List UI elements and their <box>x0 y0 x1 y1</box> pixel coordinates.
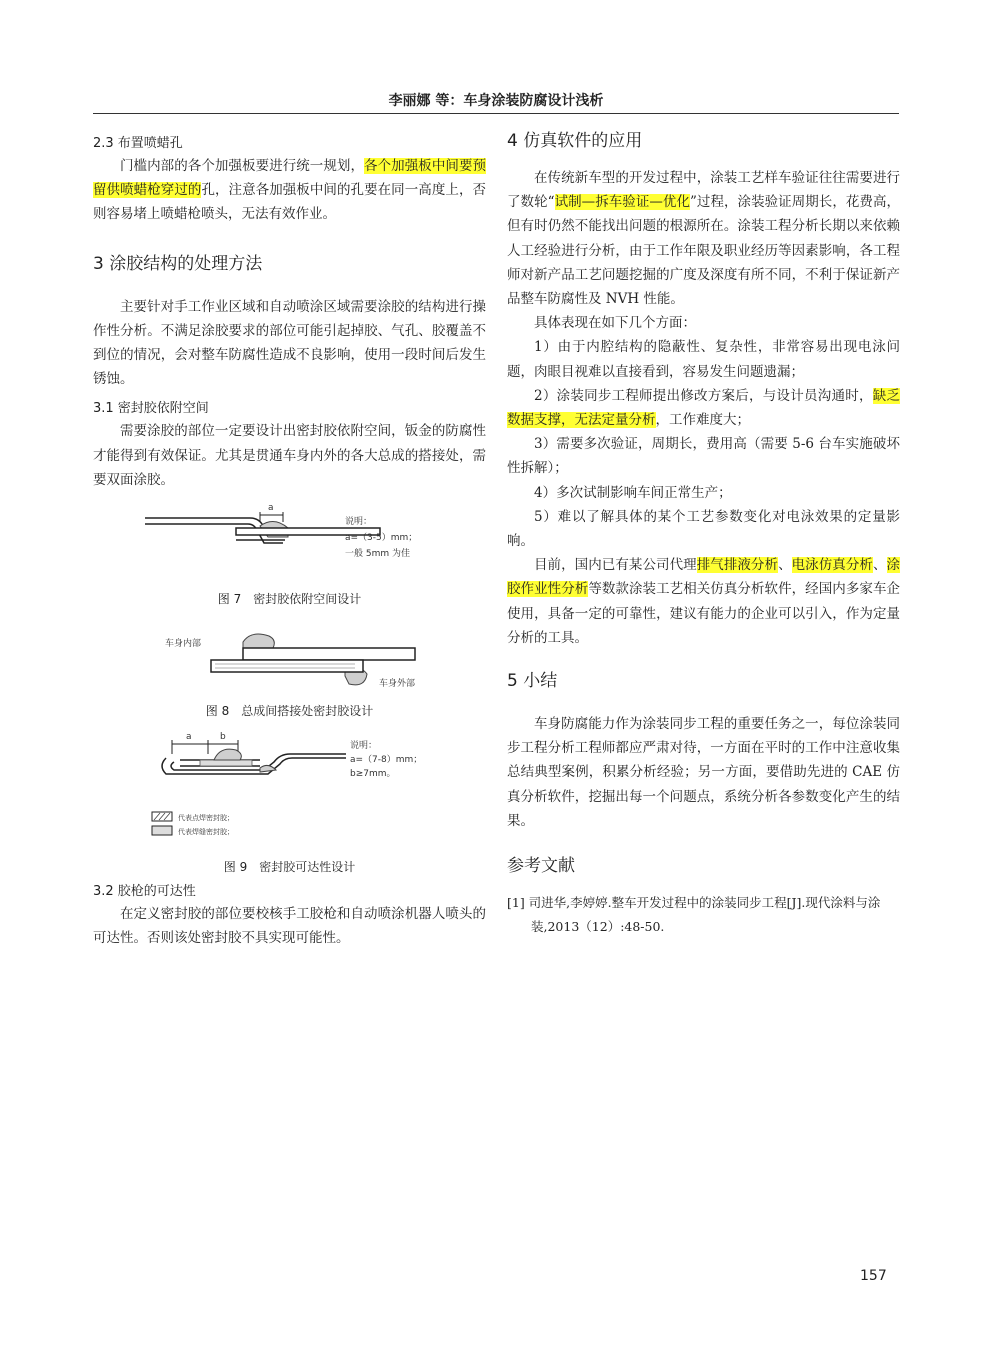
section-3-1-paragraph: 需要涂胶的部位一定要设计出密封胶依附空间，钣金的防腐性才能得到有效保证。尤其是贯通车身内外的各大总成的搭接处，需要双面涂胶。 <box>93 423 486 488</box>
figure-7-caption: 图 7 密封胶依附空间设计 <box>217 592 362 607</box>
section-4-item-1: 1）由于内腔结构的隐蔽性、复杂性，非常容易出现电泳问题，肉眼目视难以直接看到，容易发生问题遗漏； <box>507 339 900 380</box>
text-run: 等数款涂装工艺相关仿真分析软件，经国内多家车企使用，具备一定的可靠性，建议有能力的企业可以引入，作为定量分析的工具。 <box>507 581 901 646</box>
section-4-paragraph-1 <box>507 166 900 311</box>
references-title: 参考文献 <box>507 856 575 877</box>
figure-7-note-1: 说明： <box>344 517 372 528</box>
section-2-3-title: 2.3 布置喷蜡孔 <box>93 136 183 151</box>
section-4-item-5: 5）难以了解具体的某个工艺参数变化对电泳效果的定量影响。 <box>507 508 900 550</box>
figure-8-caption: 图 8 总成间搭接处密封胶设计 <box>205 704 374 719</box>
figure-9-note-3: b≥7mm。 <box>349 769 396 780</box>
highlight: 缺乏数据支撑，无法定量分析 <box>507 387 900 429</box>
highlight: 涂胶作业性分析 <box>507 557 901 598</box>
section-3-2-paragraph: 在定义密封胶的部位要校核手工胶枪和自动喷涂机器人喷头的可达性。否则该处密封胶不具实现可能性。 <box>93 906 486 947</box>
section-2-3-paragraph <box>93 154 486 227</box>
text-run: 在传统新车型的开发过程中，涂装工艺样车验证往往需要进行了数轮“ <box>507 170 900 211</box>
section-3-1-title: 3.1 密封胶依附空间 <box>93 401 209 417</box>
figure-9-legend-2: 代表焊缝密封胶； <box>177 828 234 837</box>
highlight: 排气排液分析 <box>696 557 779 574</box>
figure-7-diagram <box>140 503 440 584</box>
section-4-paragraph-2: 具体表现在如下几个方面： <box>534 315 696 332</box>
section-3-paragraph: 主要针对手工作业区域和自动喷涂区域需要涂胶的结构进行操作性分析。不满足涂胶要求的部位可能引起掉胶、气孔、胶覆盖不到位的情况，会对整车防腐性造成不良影响，使用一段时间后发生锈蚀。 <box>93 298 486 388</box>
section-5-title: 5 小结 <box>507 671 558 692</box>
figure-9-legend-1: 代表点焊密封胶； <box>177 814 234 823</box>
section-5-paragraph: 车身防腐能力作为涂装同步工程的重要任务之一，每位涂装同步工程分析工程师都应严肃对待，一方面在平时的工作中注意收集总结典型案例，积累分析经验；另一方面，要借助先进的 CAE 仿真分析软件，挖掘出每一个问题点，系统分析各参数变化产生的结果。 <box>507 716 900 829</box>
section-4-item-3: 3）需要多次验证，周期长，费用高（需要 5-6 台车实施破坏性拆解）； <box>507 436 900 477</box>
right-column <box>507 126 900 939</box>
left-column <box>93 126 486 950</box>
figure-9-diagram <box>150 732 430 848</box>
highlight: 电泳仿真分析 <box>791 557 873 574</box>
text-run: ，工作难度大； <box>655 412 750 429</box>
figure-9-label-b: b <box>219 732 226 743</box>
text-run: 孔，注意各加强板中间的孔要在同一高度上，否则容易堵上喷蜡枪喷头，无法有效作业。 <box>93 182 487 223</box>
figure-7 <box>140 503 440 584</box>
figure-8-inner-label: 车身内部 <box>164 639 201 650</box>
section-4-title: 4 仿真软件的应用 <box>507 131 643 151</box>
figure-9 <box>150 732 430 848</box>
section-3-title: 3 涂胶结构的处理方法 <box>93 253 263 274</box>
figure-9-note-2: a=（7-8）mm； <box>349 755 422 766</box>
section-4-paragraph-3 <box>507 553 900 650</box>
running-header: 李丽娜 等：车身涂装防腐设计浅析 <box>93 89 899 114</box>
section-4-item-2 <box>507 384 900 432</box>
section-4-item-4: 4）多次试制影响车间正常生产； <box>534 484 732 501</box>
figure-8-diagram <box>165 630 415 690</box>
text-run: ”过程，涂装验证周期长，花费高，但有时仍然不能找出问题的根源所在。涂装工程分析长期以来依赖人工经验进行分析，由于工作年限及职业经历等因素影响，各工程师对新产品工艺问题挖掘的广度及深度有所不同，不利于保证新产品整车防腐性及 NVH 性能。 <box>507 194 900 308</box>
reference-1: [1] 司进华,李婷婷.整车开发过程中的涂装同步工程[J].现代涂料与涂装,2013（12）:48-50. <box>507 895 881 935</box>
section-3-2-title: 3.2 胶枪的可达性 <box>93 884 196 900</box>
figure-9-caption: 图 9 密封胶可达性设计 <box>223 860 356 875</box>
highlight: 试制—拆车验证—优化 <box>554 194 690 211</box>
text-run: 2）涂装同步工程师提出修改方案后，与设计员沟通时， <box>534 387 873 404</box>
figure-8-outer-label: 车身外部 <box>378 679 415 690</box>
figure-7-note-2: a=（3-5）mm； <box>344 533 417 544</box>
text-run: 、 <box>872 557 887 574</box>
text-run: 目前，国内已有某公司代理 <box>534 557 697 574</box>
text-run: 、 <box>778 557 792 574</box>
highlight: 各个加强板中间要预留供喷蜡枪穿过的 <box>93 158 487 199</box>
text-run: 门槛内部的各个加强板要进行统一规划， <box>120 158 365 174</box>
page-number: 157 <box>860 1268 887 1284</box>
figure-9-note-1: 说明： <box>349 741 377 752</box>
figure-7-label-a: a <box>267 503 274 514</box>
figure-9-label-a: a <box>185 732 192 743</box>
figure-8 <box>165 630 415 690</box>
figure-7-note-3: 一般 5mm 为佳 <box>344 549 410 560</box>
